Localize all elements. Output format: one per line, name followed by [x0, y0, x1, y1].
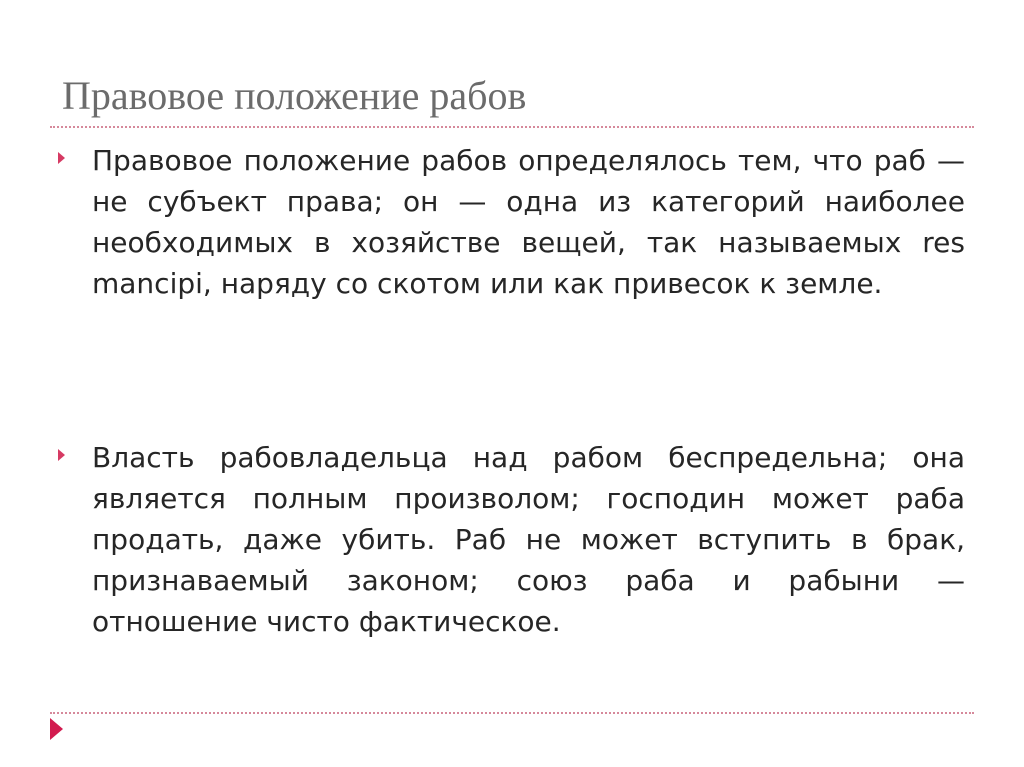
bullet-text: Правовое положение рабов определялось тем, что раб — не субъект права; он — одна из категорий наиболее необходимых в хозяйстве вещей, так называемых res mancipi, наряду со скотом или как привесок к земле. — [92, 144, 965, 300]
title-divider — [50, 126, 974, 128]
footer-divider — [50, 712, 974, 714]
bullet-item — [58, 437, 965, 642]
bullet-arrow-icon — [58, 152, 65, 164]
bullet-arrow-icon — [58, 449, 65, 461]
corner-arrow-icon — [50, 718, 63, 740]
bullet-text: Власть рабовладельца над рабом беспредельна; она является полным произволом; господин может раба продать, даже убить. Раб не может вступить в брак, признаваемый законом; союз раба и рабыни — отношение чисто фактическое. — [92, 441, 965, 638]
slide-title: Правовое положение рабов — [62, 73, 527, 118]
bullet-item — [58, 140, 965, 304]
